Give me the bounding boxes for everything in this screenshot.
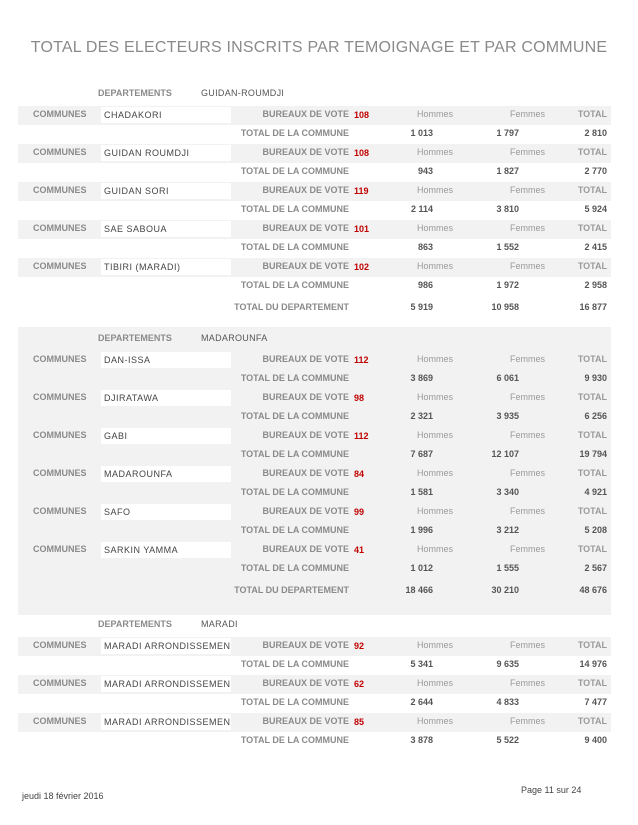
femmes-value: 1 552: [496, 242, 519, 252]
total-commune-label: TOTAL DE LA COMMUNE: [240, 659, 349, 669]
bureaux-count: 119: [354, 186, 369, 196]
femmes-header: Femmes: [509, 430, 545, 440]
total-value: 6 256: [584, 411, 607, 421]
total-value: 5 924: [584, 204, 607, 214]
commune-row: [18, 427, 611, 465]
femmes-value: 1 797: [496, 128, 519, 138]
commune-name: MARADI ARRONDISSEMEN: [101, 638, 231, 654]
total-value: 5 208: [584, 525, 607, 535]
communes-label: COMMUNES: [33, 185, 87, 195]
departement-block: [18, 613, 611, 751]
bureaux-label: BUREAUX DE VOTE: [262, 109, 349, 119]
commune-row: [18, 258, 611, 296]
hommes-header: Hommes: [416, 109, 453, 119]
commune-name: GABI: [101, 428, 231, 444]
hommes-header: Hommes: [416, 716, 453, 726]
hommes-header: Hommes: [416, 468, 453, 478]
commune-row: [18, 465, 611, 503]
total-value: 19 794: [579, 449, 607, 459]
communes-label: COMMUNES: [33, 640, 87, 650]
hommes-header: Hommes: [416, 678, 453, 688]
bureaux-count: 101: [354, 224, 370, 234]
departement-header: [18, 327, 611, 351]
total-commune-label: TOTAL DE LA COMMUNE: [240, 697, 349, 707]
communes-label: COMMUNES: [33, 716, 87, 726]
footer-page-number: Page 11 sur 24: [521, 785, 582, 795]
total-header: TOTAL: [577, 147, 607, 157]
departement-total-femmes: 10 958: [491, 302, 519, 312]
total-header: TOTAL: [577, 544, 607, 554]
hommes-header: Hommes: [416, 147, 453, 157]
total-value: 7 477: [584, 697, 607, 707]
communes-label: COMMUNES: [33, 544, 87, 554]
hommes-value: 1 581: [410, 487, 433, 497]
femmes-value: 3 212: [496, 525, 519, 535]
hommes-value: 1 996: [410, 525, 433, 535]
commune-row: [18, 351, 611, 389]
bureaux-label: BUREAUX DE VOTE: [262, 544, 349, 554]
total-commune-label: TOTAL DE LA COMMUNE: [240, 280, 349, 290]
total-header: TOTAL: [577, 506, 607, 516]
hommes-header: Hommes: [416, 544, 453, 554]
total-header: TOTAL: [577, 185, 607, 195]
commune-row: [18, 389, 611, 427]
hommes-value: 7 687: [410, 449, 433, 459]
commune-name: SAE SABOUA: [101, 221, 231, 237]
femmes-header: Femmes: [509, 223, 545, 233]
commune-row: [18, 182, 611, 220]
bureaux-label: BUREAUX DE VOTE: [262, 392, 349, 402]
femmes-header: Femmes: [509, 147, 545, 157]
hommes-header: Hommes: [416, 430, 453, 440]
femmes-header: Femmes: [509, 354, 545, 364]
departement-total-row: [18, 579, 611, 603]
total-commune-label: TOTAL DE LA COMMUNE: [240, 411, 349, 421]
total-header: TOTAL: [577, 261, 607, 271]
bureaux-label: BUREAUX DE VOTE: [262, 185, 349, 195]
commune-row: [18, 713, 611, 751]
hommes-header: Hommes: [416, 640, 453, 650]
total-header: TOTAL: [577, 392, 607, 402]
femmes-header: Femmes: [509, 544, 545, 554]
bureaux-label: BUREAUX DE VOTE: [262, 430, 349, 440]
femmes-header: Femmes: [509, 392, 545, 402]
departement-total-total: 16 877: [579, 302, 607, 312]
total-commune-label: TOTAL DE LA COMMUNE: [240, 373, 349, 383]
bureaux-count: 92: [354, 641, 365, 651]
total-value: 4 921: [584, 487, 607, 497]
total-value: 9 930: [584, 373, 607, 383]
commune-name: CHADAKORI: [101, 107, 231, 123]
communes-label: COMMUNES: [33, 468, 87, 478]
total-header: TOTAL: [577, 223, 607, 233]
departement-header: [18, 82, 611, 106]
commune-name: SAFO: [101, 504, 231, 520]
commune-row: [18, 503, 611, 541]
bureaux-label: BUREAUX DE VOTE: [262, 147, 349, 157]
femmes-header: Femmes: [509, 640, 545, 650]
total-value: 2 958: [584, 280, 607, 290]
commune-name: MADAROUNFA: [101, 466, 231, 482]
hommes-header: Hommes: [416, 506, 453, 516]
hommes-header: Hommes: [416, 185, 453, 195]
communes-label: COMMUNES: [33, 109, 87, 119]
hommes-header: Hommes: [416, 354, 453, 364]
bureaux-label: BUREAUX DE VOTE: [262, 716, 349, 726]
communes-label: COMMUNES: [33, 223, 87, 233]
hommes-value: 986: [417, 280, 433, 290]
femmes-header: Femmes: [509, 678, 545, 688]
total-value: 2 770: [584, 166, 607, 176]
total-commune-label: TOTAL DE LA COMMUNE: [240, 487, 349, 497]
femmes-value: 1 972: [496, 280, 519, 290]
femmes-value: 9 635: [496, 659, 519, 669]
hommes-header: Hommes: [416, 223, 453, 233]
total-commune-label: TOTAL DE LA COMMUNE: [240, 242, 349, 252]
departement-name: MADAROUNFA: [201, 333, 268, 343]
total-value: 9 400: [584, 735, 607, 745]
page-title: TOTAL DES ELECTEURS INSCRITS PAR TEMOIGNAGE ET PAR COMMUNE: [30, 39, 608, 56]
bureaux-label: BUREAUX DE VOTE: [262, 468, 349, 478]
femmes-value: 1 827: [496, 166, 519, 176]
femmes-value: 6 061: [496, 373, 519, 383]
departement-label: DEPARTEMENTS: [98, 333, 172, 343]
femmes-header: Femmes: [509, 261, 545, 271]
total-header: TOTAL: [577, 678, 607, 688]
commune-name: TIBIRI (MARADI): [101, 259, 231, 275]
bureaux-label: BUREAUX DE VOTE: [262, 223, 349, 233]
commune-row: [18, 637, 611, 675]
departement-header: [18, 613, 611, 637]
commune-name: MARADI ARRONDISSEMEN: [101, 714, 231, 730]
total-value: 2 415: [584, 242, 607, 252]
bureaux-count: 84: [354, 469, 365, 479]
bureaux-count: 62: [354, 679, 365, 689]
femmes-value: 4 833: [496, 697, 519, 707]
departement-label: DEPARTEMENTS: [98, 619, 172, 629]
total-departement-label: TOTAL DU DEPARTEMENT: [234, 585, 349, 595]
total-commune-label: TOTAL DE LA COMMUNE: [240, 128, 349, 138]
total-header: TOTAL: [577, 109, 607, 119]
bureaux-count: 99: [354, 507, 365, 517]
commune-row: [18, 106, 611, 144]
commune-row: [18, 220, 611, 258]
hommes-header: Hommes: [416, 261, 453, 271]
bureaux-label: BUREAUX DE VOTE: [262, 506, 349, 516]
hommes-value: 3 878: [410, 735, 433, 745]
communes-label: COMMUNES: [33, 261, 87, 271]
bureaux-label: BUREAUX DE VOTE: [262, 640, 349, 650]
hommes-value: 863: [417, 242, 433, 252]
departement-total-hommes: 5 919: [410, 302, 433, 312]
bureaux-label: BUREAUX DE VOTE: [262, 678, 349, 688]
total-value: 2 567: [584, 563, 607, 573]
femmes-value: 3 935: [496, 411, 519, 421]
total-commune-label: TOTAL DE LA COMMUNE: [240, 166, 349, 176]
hommes-value: 2 644: [410, 697, 433, 707]
bureaux-count: 108: [354, 148, 370, 158]
bureaux-count: 112: [354, 355, 369, 365]
total-header: TOTAL: [577, 716, 607, 726]
departement-block: [18, 82, 611, 320]
departement-total-hommes: 18 466: [405, 585, 433, 595]
femmes-value: 1 555: [496, 563, 519, 573]
bureaux-count: 98: [354, 393, 365, 403]
bureaux-count: 112: [354, 431, 369, 441]
hommes-value: 2 321: [410, 411, 433, 421]
total-commune-label: TOTAL DE LA COMMUNE: [240, 525, 349, 535]
commune-name: GUIDAN ROUMDJI: [101, 145, 231, 161]
hommes-value: 943: [417, 166, 433, 176]
commune-row: [18, 675, 611, 713]
total-commune-label: TOTAL DE LA COMMUNE: [240, 204, 349, 214]
total-header: TOTAL: [577, 354, 607, 364]
departement-total-total: 48 676: [579, 585, 607, 595]
departement-name: MARADI: [201, 619, 238, 629]
departement-block: [18, 327, 611, 615]
departement-label: DEPARTEMENTS: [98, 88, 172, 98]
departement-total-femmes: 30 210: [491, 585, 519, 595]
footer-date: jeudi 18 février 2016: [22, 791, 104, 801]
femmes-header: Femmes: [509, 109, 545, 119]
total-commune-label: TOTAL DE LA COMMUNE: [240, 735, 349, 745]
bureaux-label: BUREAUX DE VOTE: [262, 261, 349, 271]
commune-name: GUIDAN SORI: [101, 183, 231, 199]
femmes-value: 5 522: [496, 735, 519, 745]
total-header: TOTAL: [577, 640, 607, 650]
commune-name: MARADI ARRONDISSEMEN: [101, 676, 231, 692]
total-commune-label: TOTAL DE LA COMMUNE: [240, 449, 349, 459]
commune-name: DAN-ISSA: [101, 352, 231, 368]
commune-row: [18, 541, 611, 579]
bureaux-count: 108: [354, 110, 370, 120]
communes-label: COMMUNES: [33, 354, 87, 364]
hommes-value: 5 341: [410, 659, 433, 669]
femmes-value: 3 810: [496, 204, 519, 214]
bureaux-count: 41: [354, 545, 365, 555]
hommes-header: Hommes: [416, 392, 453, 402]
bureaux-count: 102: [354, 262, 370, 272]
total-header: TOTAL: [577, 430, 607, 440]
communes-label: COMMUNES: [33, 678, 87, 688]
departement-total-row: [18, 296, 611, 320]
bureaux-label: BUREAUX DE VOTE: [262, 354, 349, 364]
femmes-value: 3 340: [496, 487, 519, 497]
commune-row: [18, 144, 611, 182]
total-value: 2 810: [584, 128, 607, 138]
femmes-header: Femmes: [509, 468, 545, 478]
hommes-value: 2 114: [410, 204, 433, 214]
hommes-value: 3 869: [410, 373, 433, 383]
femmes-header: Femmes: [509, 185, 545, 195]
total-departement-label: TOTAL DU DEPARTEMENT: [234, 302, 349, 312]
commune-name: SARKIN YAMMA: [101, 542, 231, 558]
hommes-value: 1 012: [410, 563, 433, 573]
femmes-header: Femmes: [509, 716, 545, 726]
total-commune-label: TOTAL DE LA COMMUNE: [240, 563, 349, 573]
communes-label: COMMUNES: [33, 506, 87, 516]
bureaux-count: 85: [354, 717, 365, 727]
departement-name: GUIDAN-ROUMDJI: [201, 88, 285, 98]
commune-name: DJIRATAWA: [101, 390, 231, 406]
total-value: 14 976: [579, 659, 607, 669]
communes-label: COMMUNES: [33, 392, 87, 402]
femmes-header: Femmes: [509, 506, 545, 516]
hommes-value: 1 013: [410, 128, 433, 138]
communes-label: COMMUNES: [33, 430, 87, 440]
communes-label: COMMUNES: [33, 147, 87, 157]
total-header: TOTAL: [577, 468, 607, 478]
femmes-value: 12 107: [491, 449, 519, 459]
